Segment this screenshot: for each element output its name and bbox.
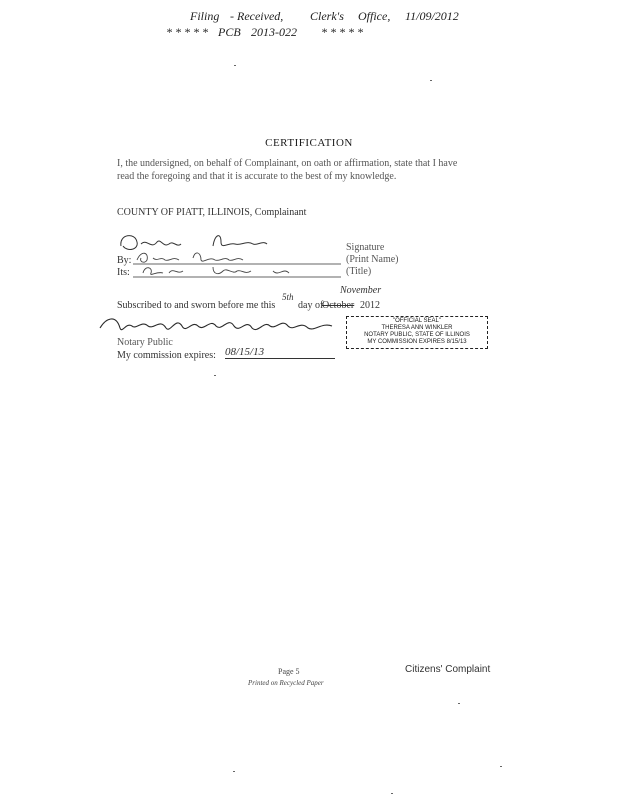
document-title: CERTIFICATION	[265, 137, 353, 149]
month-handwritten: November	[340, 285, 382, 296]
scan-speck	[458, 703, 460, 704]
recycled-paper-note: Printed on Recycled Paper	[248, 679, 324, 687]
certification-text-line2: read the foregoing and that it is accurate to the best of my knowledge.	[117, 171, 397, 182]
notary-label: Notary Public	[117, 337, 173, 348]
seal-line-1: "OFFICIAL SEAL"	[392, 318, 442, 324]
header-clerks: Clerk's	[310, 9, 344, 23]
scan-speck	[233, 771, 235, 772]
scan-speck	[500, 766, 502, 767]
scan-speck	[391, 793, 393, 794]
commission-label: My commission expires:	[117, 350, 216, 361]
seal-line-4: MY COMMISSION EXPIRES 8/15/13	[367, 339, 467, 345]
print-name-label: (Print Name)	[346, 254, 399, 265]
scan-speck	[214, 375, 216, 376]
certification-text-line1: I, the undersigned, on behalf of Complainant, on oath or affirmation, state that I have	[117, 158, 458, 169]
year: 2012	[360, 300, 380, 311]
seal-line-2: THERESA ANN WINKLER	[381, 325, 453, 331]
scan-speck	[234, 65, 236, 66]
title-label: (Title)	[346, 266, 372, 277]
header-pcb: PCB	[218, 25, 241, 39]
header-office: Office,	[358, 9, 391, 23]
header-stars-right: * * * * *	[321, 25, 363, 39]
notary-seal	[346, 316, 488, 349]
header-date: 11/09/2012	[405, 9, 459, 23]
month-struck: October	[322, 300, 355, 311]
signature-label: Signature	[346, 242, 385, 253]
header-filing: Filing	[190, 9, 220, 23]
commission-date: 08/15/13	[225, 346, 335, 359]
subscribed-text: Subscribed to and sworn before me this	[117, 300, 276, 311]
notary-signature-scribble	[96, 308, 346, 340]
header-received: - Received,	[230, 9, 284, 23]
its-label: Its:	[117, 267, 130, 278]
header-case-number: 2013-022	[251, 25, 297, 39]
by-label: By:	[117, 255, 132, 266]
county-line: COUNTY OF PIATT, ILLINOIS, Complainant	[117, 207, 307, 218]
seal-line-3: NOTARY PUBLIC, STATE OF ILLINOIS	[364, 332, 470, 338]
page-number: Page 5	[278, 667, 300, 676]
footer-document-name: Citizens' Complaint	[405, 664, 491, 675]
header-stars-left: * * * * *	[166, 25, 208, 39]
scan-speck	[430, 80, 432, 81]
day-of-label: day of	[298, 300, 324, 311]
subscribed-day: 5th	[282, 292, 294, 302]
title-handwriting	[133, 261, 343, 281]
